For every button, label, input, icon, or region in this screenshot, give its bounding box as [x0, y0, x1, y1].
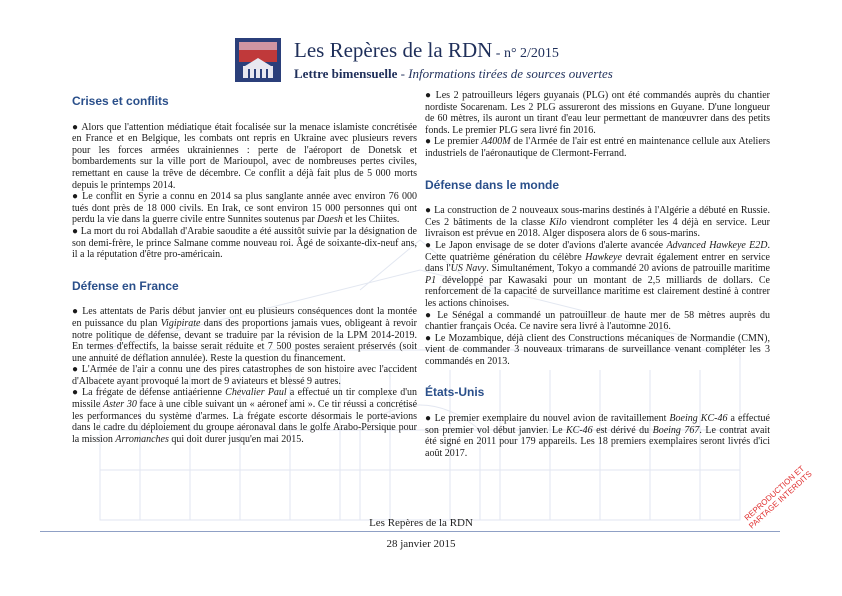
defense-monde-paragraph-1 [425, 205, 770, 240]
text-run: ● Le conflit en Syrie a connu en 2014 sa plus sanglante année avec environ 76 000 tués dont près de 18 000 civils. En Irak, ce sont environ 15 000 personnes qui ont perdu la vie dans la guerre civile entre Sunnites soutenus par [72, 191, 417, 226]
section-title-defense-monde: Défense dans le monde [425, 177, 560, 192]
text-run-italic: A400M [481, 136, 511, 148]
text-run: a effectué son premier vol début janvier. Le [425, 413, 771, 436]
subtitle-bold: Lettre bimensuelle [294, 66, 398, 81]
title-text: Les Repères de la RDN [294, 38, 493, 62]
text-run-italic: P1 [425, 274, 437, 286]
text-run: ● Le premier exemplaire du nouvel avion de ravitaillement [425, 413, 670, 425]
rdn-logo [235, 38, 281, 82]
text-run: . Le contrat avait été signé en 2011 pour 179 appareils. Les 18 premiers exemplaires seront livrés d'ici août 2017. [425, 424, 771, 459]
section-title-defense-france: Défense en France [72, 278, 179, 293]
text-run-italic: Vigipirate [160, 317, 201, 329]
section-title-crises: Crises et conflits [72, 94, 169, 108]
text-run: ● La frégate de défense antiaérienne [72, 387, 226, 399]
text-run: a effectué un tir complexe d'un missile [72, 387, 418, 411]
reproduction-stamp: REPRODUCTION ET PARTAGE INTERDITS [742, 464, 814, 531]
newsletter-title [294, 38, 559, 63]
text-run: de l'Armée de l'air est entré en maintenance cellule aux Ateliers industriels de l'aéronautique de Clermont-Ferrand. [425, 136, 770, 159]
guyane-paragraph-1: ● Les 2 patrouilleurs légers guyanais (PLG) ont été commandés auprès du chantier nordiste Socarenam. Les 2 PLG assureront des missions en Guyane. D'une longueur de 60 mètres, ils auront un tirant d'eau leur permettant de manœuvrer dans des petits fonds. Le premier PLG sera livré fin 2016. [425, 90, 770, 136]
defense-france-paragraph-2: ● L'Armée de l'air a connu une des pires catastrophes de son histoire avec l'accident d'Albacete ayant provoqué la mort de 9 aviateurs et blessé 9 autres. [72, 364, 417, 387]
issue-number: - n° 2/2015 [492, 46, 559, 61]
text-run-italic: Aster 30 [103, 399, 137, 411]
text-run-italic: US Navy [450, 263, 487, 275]
text-run: viendront compléter les 4 déjà en service. Leur livraison est prévue en 2018. Alger disposera alors de 6 sous-marins. [425, 216, 771, 240]
text-run: . Simultanément, Tokyo a commandé 20 avions de patrouille maritime [486, 263, 770, 275]
text-run: est dérivé du [592, 424, 653, 436]
footer-date: 28 janvier 2015 [386, 538, 456, 550]
defense-france-paragraph-1 [72, 306, 417, 364]
subtitle-italic: - Informations tirées de sources ouvertes [397, 66, 613, 81]
text-run-italic: Daesh [317, 214, 343, 226]
newsletter-subtitle [294, 66, 613, 82]
text-run-italic: Arromanches [115, 433, 169, 445]
text-run: ● La construction de 2 nouveaux sous-marins destinés à l'Algérie a débuté en Russie. Ces 2 bâtiments de la classe [425, 205, 770, 228]
text-run: ● Le premier [425, 136, 482, 148]
crises-paragraph-1: ● Alors que l'attention médiatique était focalisée sur la menace islamiste concrétisée en France et en Belgique, les combats ont repris en Ukraine avec plusieurs revers pour les forces armées ukrainiennes : perte de l'aéroport de Donetsk et bombardements sur la ville port de Marioupol, avec de nombreuses pertes civiles, remettant en cause la trêve de décembre. Ce conflit a déjà fait plus de 5 000 morts depuis le printemps 2014. [72, 121, 417, 191]
text-run-italic: KC-46 [566, 424, 593, 436]
usa-paragraph-1 [425, 413, 770, 459]
text-run: développé par Kawasaki pour un montant de 2,5 milliards de dollars. Ce renforcement de la capacité de surveillance maritime est clairement destiné à contrer les actions chinoises. [425, 274, 770, 309]
text-run-italic: Hawkeye [585, 251, 622, 263]
defense-monde-paragraph-3: ● Le Sénégal a commandé un patrouilleur de haute mer de 58 mètres auprès du chantier français Océa. Ce navire sera livré à l'automne 2016. [425, 309, 770, 333]
defense-monde-paragraph-2 [425, 240, 770, 310]
defense-monde-paragraph-4: ● Le Mozambique, déjà client des Constructions mécaniques de Normandie (CMN), vient de commander 3 nouveaux trimarans de surveillance venant compléter les 3 commandés en 2013. [425, 332, 770, 367]
text-run: devrait également entrer en service dans l' [425, 251, 770, 275]
text-run-italic: Chevalier Paul [225, 387, 287, 399]
defense-france-paragraph-3 [72, 387, 417, 445]
text-run: et les Chiites. [342, 214, 400, 226]
text-run-italic: Boeing 767 [652, 424, 700, 436]
crises-paragraph-3: ● La mort du roi Abdallah d'Arabie saoudite a été aussitôt suivie par la désignation de son demi-frère, le prince Salmane comme nouveau roi. Âgé de soixante-dix-neuf ans, il a la réputation d'être pro-américain. [72, 225, 417, 261]
footer-title: Les Repères de la RDN [369, 517, 473, 529]
text-run: face à une cible suivant un « aéronef ami ». Ce tir réussi a concrétisé les performances du système d'armes. La frégate escorte désormais le porte-avions dans le cadre du déploiement du groupe aéronaval dans le golfe Arabo-Persique pour la mission [72, 399, 418, 445]
text-run: . Cette quatrième génération du célèbre [425, 239, 770, 263]
footer-divider [40, 531, 780, 532]
section-title-usa: États-Unis [425, 385, 485, 400]
text-run: qui doit durer jusqu'en mai 2015. [168, 433, 304, 445]
text-run-italic: Kilo [549, 216, 567, 228]
text-run: ● Le Japon envisage de se doter d'avions d'alerte avancée [425, 239, 667, 251]
text-run-italic: Boeing KC-46 [669, 413, 728, 425]
crises-paragraph-2 [72, 191, 417, 226]
guyane-paragraph-2 [425, 136, 770, 159]
text-run-italic: Advanced Hawkeye E2D [666, 239, 768, 251]
right-column [425, 90, 770, 459]
text-run: dans des proportions jamais vues, obligeant à revoir notre politique de défense, devant se traduire par la révision de la LPM 2014-2019. En termes d'effectifs, la baisse serait réduite et 7 500 postes seraient préservés (soit une annuité de déflation annulée). Reste la question du financement. [72, 317, 417, 364]
left-column [72, 96, 417, 445]
text-run: ● Les attentats de Paris début janvier ont eu plusieurs conséquences dont la montée en puissance du plan [72, 306, 417, 329]
